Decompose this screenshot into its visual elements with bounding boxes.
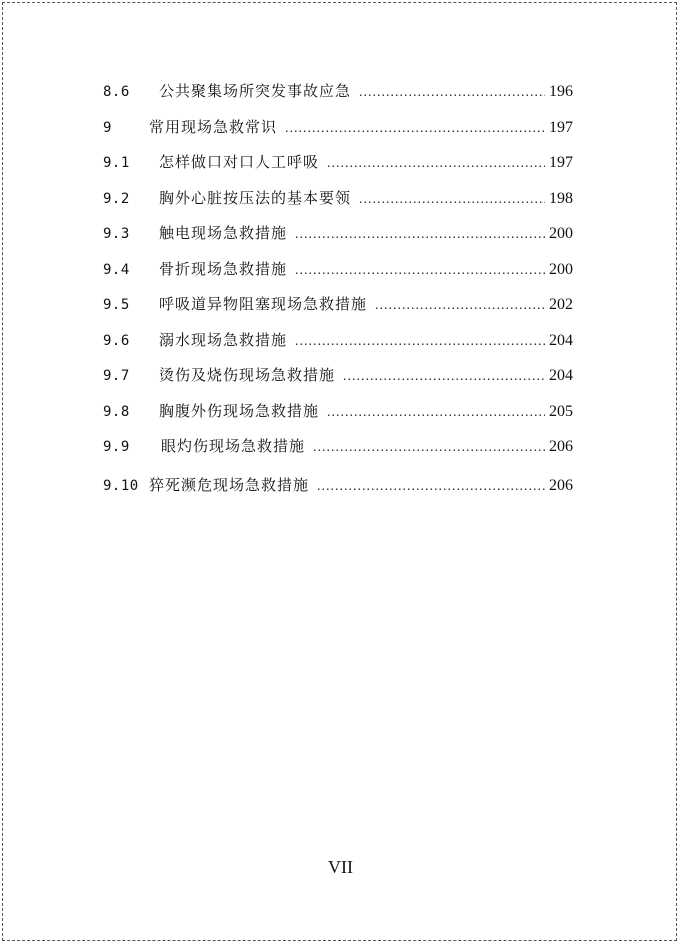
toc-entry-title: 烫伤及烧伤现场急救措施 xyxy=(159,366,336,384)
toc-entry xyxy=(103,221,573,245)
toc-entry-title: 猝死濒危现场急救措施 xyxy=(149,476,310,494)
toc-entry-title: 胸外心脏按压法的基本要领 xyxy=(159,189,352,207)
toc-leader-dots xyxy=(285,117,545,141)
page-border xyxy=(2,2,677,941)
toc-entry-page: 206 xyxy=(549,438,573,455)
toc-entry-page: 204 xyxy=(549,367,573,384)
toc-entry-title: 常用现场急救常识 xyxy=(149,118,278,136)
toc-entry xyxy=(103,115,573,139)
toc-leader-dots xyxy=(375,294,545,318)
toc-entry-number: 9.3 xyxy=(103,226,130,242)
toc-entry-number: 9.5 xyxy=(103,297,130,313)
toc-entry-number: 9.1 xyxy=(103,155,130,171)
toc-entry-number: 9.10 xyxy=(103,478,139,494)
page-number: VII xyxy=(328,857,353,877)
toc-entry-page: 198 xyxy=(549,190,573,207)
toc-entry-page: 204 xyxy=(549,332,573,349)
toc-entry-number: 9.7 xyxy=(103,368,130,384)
toc-entry-page: 200 xyxy=(549,225,573,242)
toc-entry-page: 206 xyxy=(549,477,573,494)
toc-entry-title: 溺水现场急救措施 xyxy=(159,331,288,349)
toc-leader-dots xyxy=(343,365,545,389)
toc-entry-title: 眼灼伤现场急救措施 xyxy=(161,437,306,455)
toc-entry-title: 骨折现场急救措施 xyxy=(159,260,288,278)
toc-entry xyxy=(103,257,573,281)
toc-leader-dots xyxy=(359,188,545,212)
toc-leader-dots xyxy=(313,436,545,460)
toc-entry-page: 200 xyxy=(549,261,573,278)
toc-entry-number: 9 xyxy=(103,120,112,136)
toc-entry-title: 触电现场急救措施 xyxy=(159,224,288,242)
toc-leader-dots xyxy=(327,152,545,176)
toc-leader-dots xyxy=(327,401,545,425)
toc-leader-dots xyxy=(295,259,545,283)
toc-entry-page: 197 xyxy=(549,119,573,136)
toc-leader-dots xyxy=(359,81,545,105)
toc-entry xyxy=(103,292,573,316)
toc-entry-title: 公共聚集场所突发事故应急 xyxy=(159,82,352,100)
toc-entry-number: 9.6 xyxy=(103,333,130,349)
toc-entry-title: 胸腹外伤现场急救措施 xyxy=(159,402,320,420)
toc-entry xyxy=(103,79,573,103)
toc-entry-title: 呼吸道异物阻塞现场急救措施 xyxy=(159,295,368,313)
toc-entry xyxy=(103,363,573,387)
toc-entry xyxy=(103,328,573,352)
toc-entry-number: 9.8 xyxy=(103,404,130,420)
toc-entry-number: 9.2 xyxy=(103,191,130,207)
toc-entry-number: 9.4 xyxy=(103,262,130,278)
toc-leader-dots xyxy=(295,330,545,354)
toc-entry-page: 196 xyxy=(549,83,573,100)
toc-leader-dots xyxy=(317,475,545,499)
toc-entry xyxy=(103,186,573,210)
toc-entry-number: 8.6 xyxy=(103,84,130,100)
toc-entry-page: 202 xyxy=(549,296,573,313)
toc-entry-page: 197 xyxy=(549,154,573,171)
toc-entry xyxy=(103,150,573,174)
toc-entry xyxy=(103,473,573,497)
toc-leader-dots xyxy=(295,223,545,247)
toc-entry-page: 205 xyxy=(549,403,573,420)
toc-entry xyxy=(103,399,573,423)
toc-entry-title: 怎样做口对口人工呼吸 xyxy=(159,153,320,171)
toc-entry-number: 9.9 xyxy=(103,439,130,455)
toc-entry xyxy=(103,434,573,458)
